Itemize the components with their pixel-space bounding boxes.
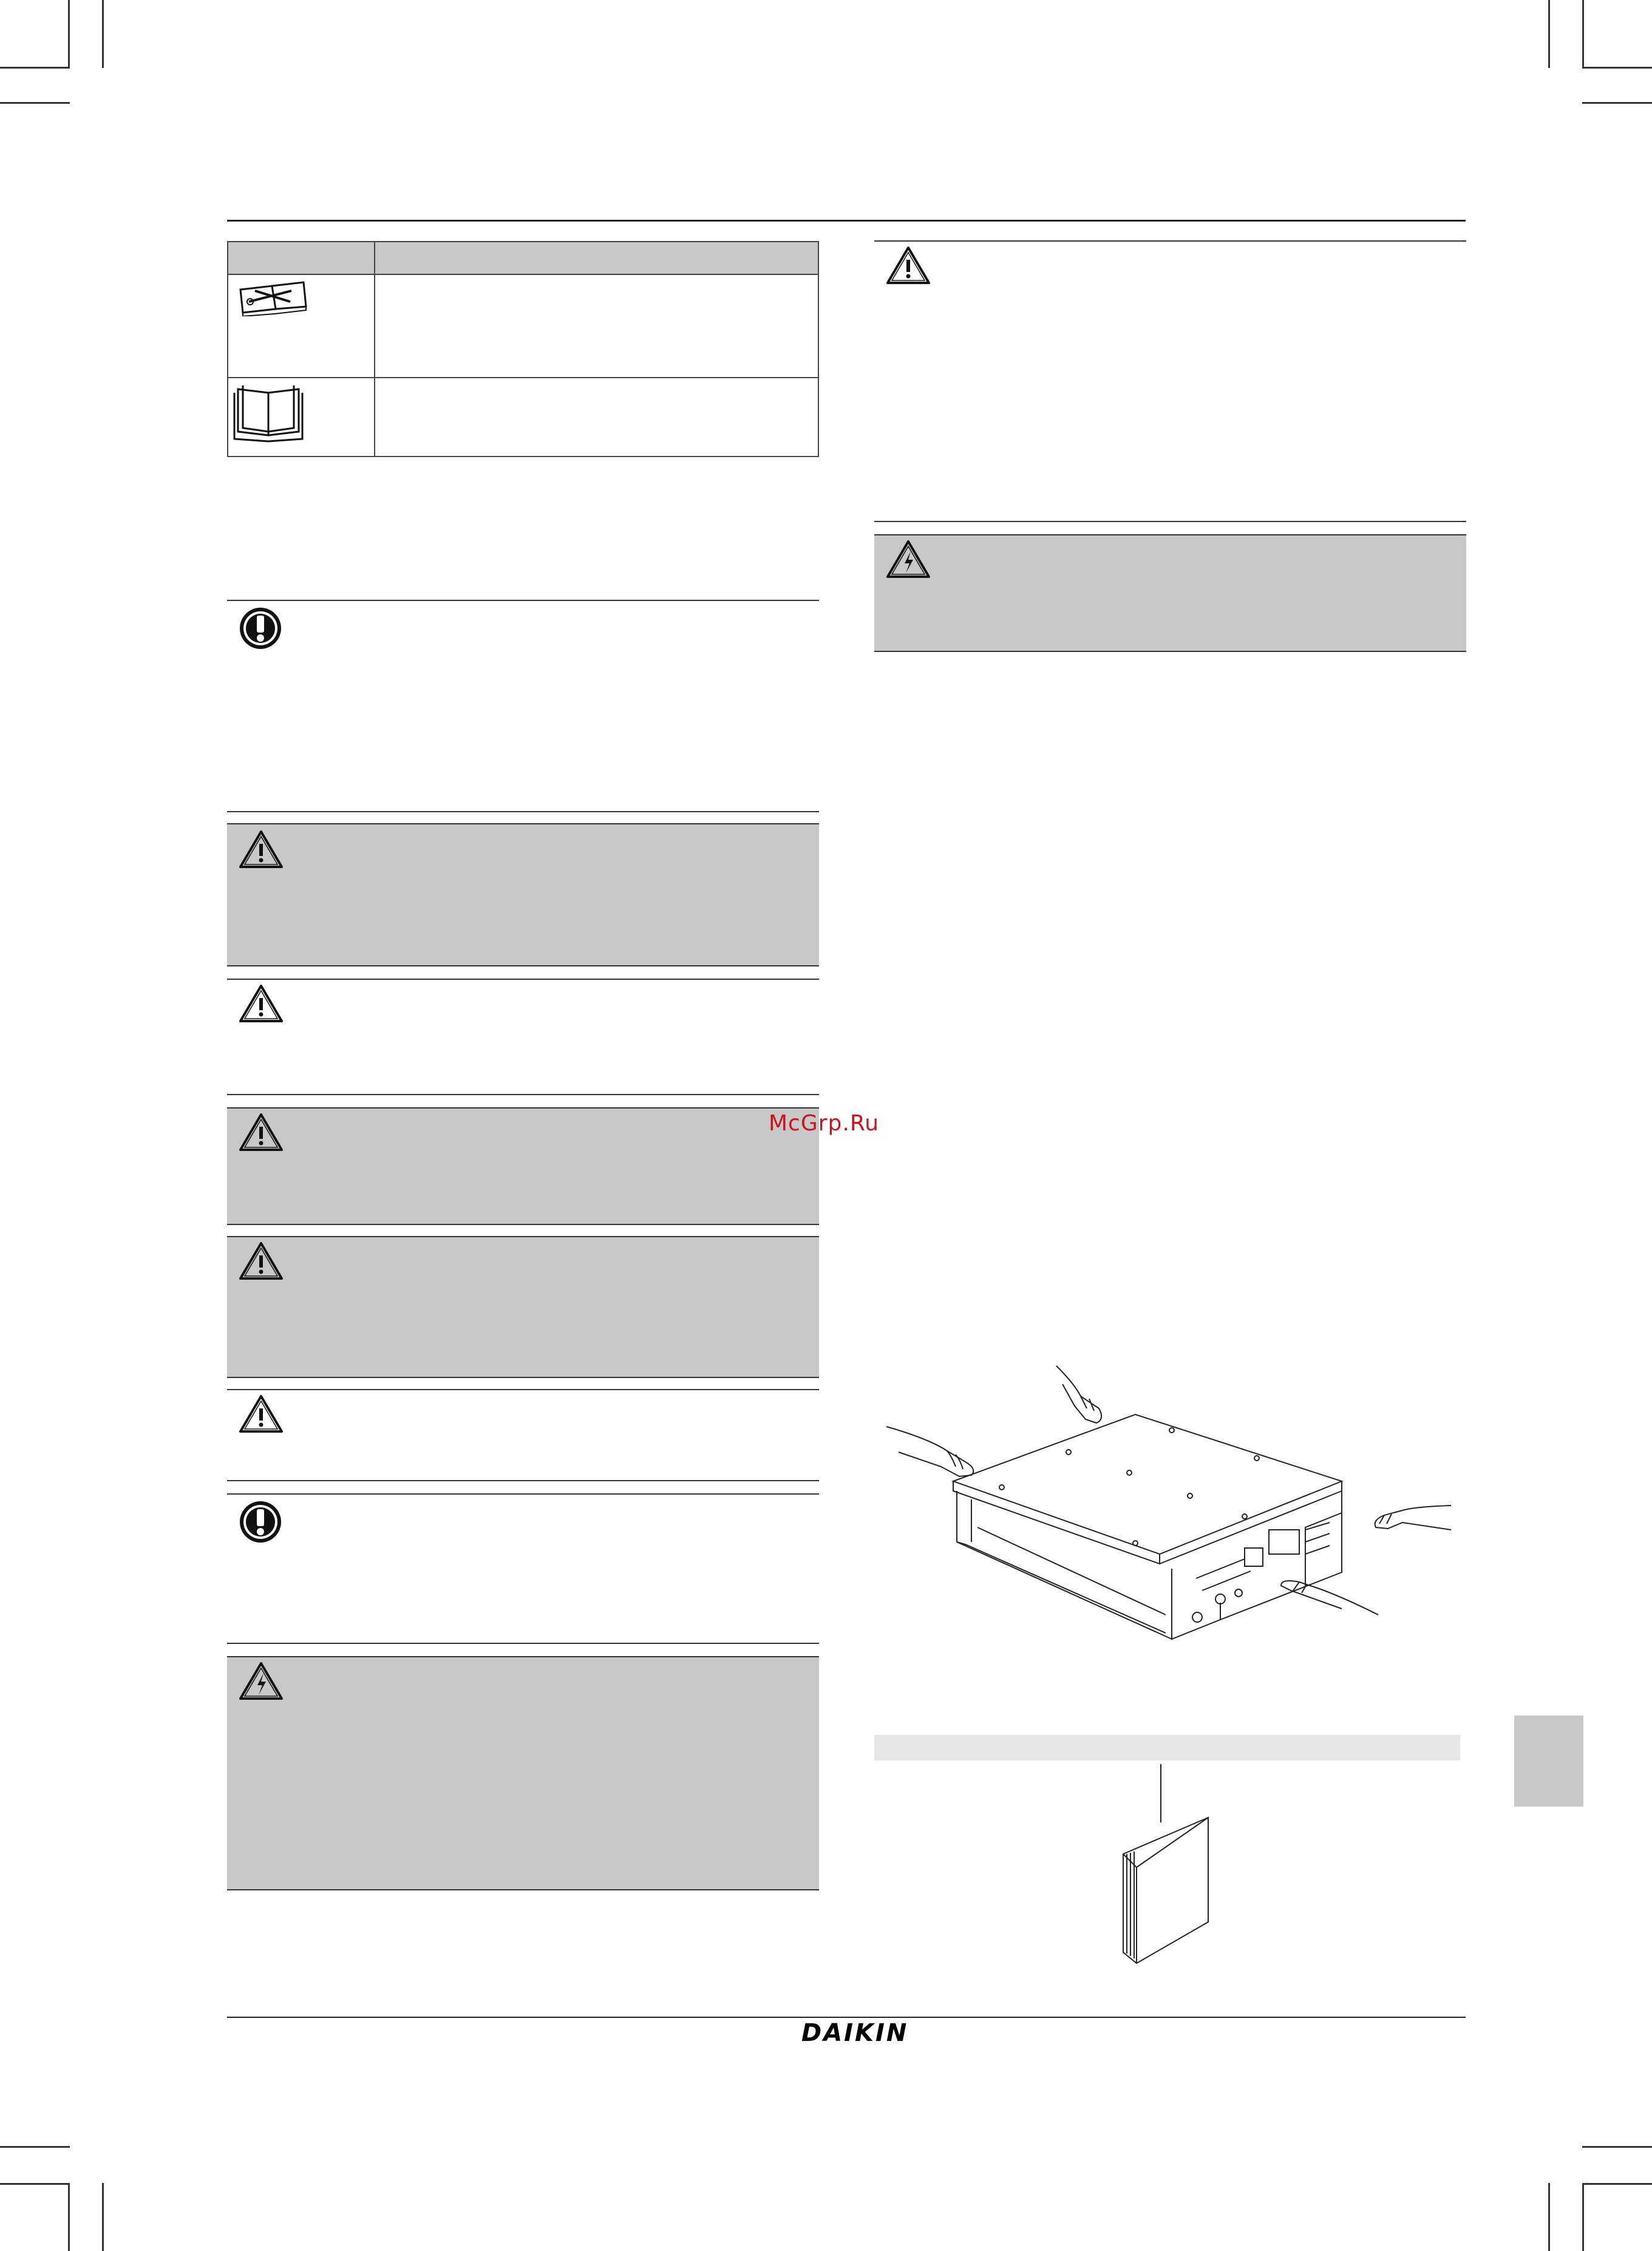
crop-mark xyxy=(1548,2183,1550,2251)
crop-mark xyxy=(68,0,70,68)
warning-triangle-icon xyxy=(238,983,284,1024)
crop-mark xyxy=(102,0,104,68)
warning-panel xyxy=(227,1237,819,1377)
crop-mark xyxy=(1582,2146,1652,2148)
electric-shock-warning-icon xyxy=(238,1661,284,1701)
header-rule xyxy=(227,220,1466,222)
crop-mark xyxy=(68,2183,70,2251)
manual-booklet-icon xyxy=(1115,1764,1224,1971)
warning-panel xyxy=(227,824,819,965)
exclamation-circle-icon xyxy=(238,1499,283,1544)
warning-triangle-icon xyxy=(238,1394,284,1434)
warning-triangle-icon xyxy=(238,1241,284,1281)
crop-mark xyxy=(0,2146,70,2148)
open-book-icon xyxy=(232,383,305,444)
warning-triangle-icon xyxy=(238,1112,284,1152)
footer-rule xyxy=(227,2017,1466,2018)
electric-warning-panel xyxy=(874,535,1466,651)
table-header xyxy=(228,242,818,275)
crop-mark xyxy=(1582,2183,1584,2251)
exclamation-circle-icon xyxy=(238,606,283,651)
crop-mark xyxy=(1582,0,1584,68)
warning-triangle-icon xyxy=(238,829,284,869)
symbol-table xyxy=(227,241,819,457)
daikin-logo: DAIKIN xyxy=(801,2019,909,2047)
crop-mark xyxy=(1582,2183,1652,2185)
crop-mark xyxy=(1582,102,1652,104)
electric-shock-warning-icon xyxy=(885,539,931,579)
notice-rule xyxy=(227,600,819,601)
accessory-header-bar xyxy=(874,1735,1460,1760)
notice-end-rule xyxy=(227,811,819,812)
crop-mark xyxy=(0,2183,70,2185)
chapter-side-tab xyxy=(1514,1716,1583,1807)
open-book-with-tools-icon xyxy=(237,277,310,316)
crop-mark xyxy=(1582,67,1652,69)
watermark: McGrp.Ru xyxy=(769,1111,880,1136)
electric-warning-panel xyxy=(227,1657,819,1890)
warning-triangle-icon xyxy=(885,245,931,285)
crop-mark xyxy=(0,102,70,104)
crop-mark xyxy=(0,67,70,69)
unit-lifting-illustration xyxy=(880,1348,1457,1663)
warning-panel xyxy=(227,1109,819,1224)
crop-mark xyxy=(102,2183,104,2251)
crop-mark xyxy=(1548,0,1550,68)
